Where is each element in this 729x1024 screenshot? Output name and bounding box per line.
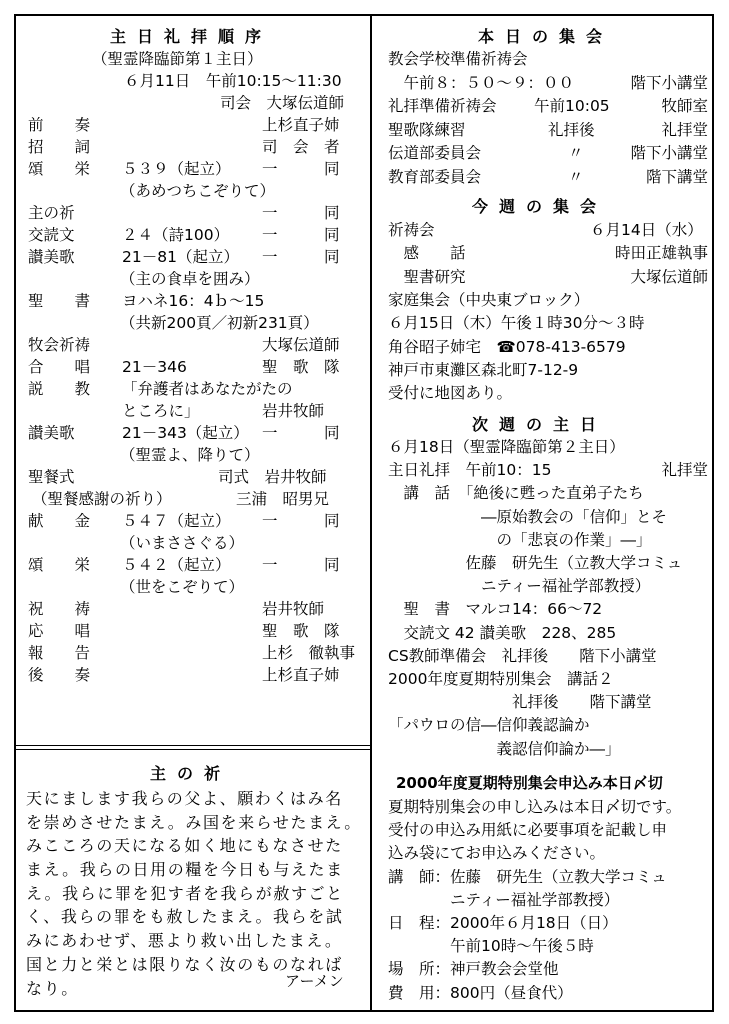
today-row-time: 〃 [568,167,584,186]
order-item-name: 報 告 [28,644,91,662]
week-row-label: 角谷昭子姉宅 ☎078-413-6579 [388,337,626,356]
special-title: 2000年度夏期特別集会申込み本日〆切 [396,774,663,792]
order-item-detail: 21－343（起立） [122,424,249,442]
week-row-label: ６月15日（木）午後１時30分～３時 [388,314,645,333]
prayer-line: 国と力と栄とは限りなく汝のものなれば [26,954,343,974]
order-item-detail: （世をこぞりて） [120,578,245,596]
order-presider: 司会 大塚伝道師 [220,94,345,112]
special-row-text: 場 所：神戸教会会堂他 [388,960,559,979]
next-row-label: ６月18日（聖霊降臨節第２主日） [388,438,625,456]
prayer-line: まえ。我らの日用の糧を今日も与えたま [26,860,344,880]
order-item-detail: 21－346 [122,358,187,376]
today-row [0,72,729,94]
next-row [0,622,729,644]
order-item-detail: ところに」 [122,402,200,420]
order-item-person: 岩井牧師 [262,402,325,420]
special-row-text: 講 師：佐藤 研先生（立教大学コミュ [388,867,667,886]
week-row-detail: 時田正雄執事 [615,244,709,263]
order-item-detail: （共新200頁／初新231頁） [120,314,319,332]
next-row-label: 2000年度夏期特別集会 講話２ [388,670,614,688]
order-item-person: 一 同 [262,160,340,178]
order-item-person: 聖 歌 隊 [262,358,340,376]
order-item-detail: （主の食卓を囲み） [120,270,260,288]
order-item-person: 一 同 [262,248,340,266]
special-row-text: 込み袋にてお申込みください。 [388,844,606,863]
order-item-detail: ヨハネ16：4ｂ～15 [122,292,265,310]
order-item-name: 聖 書 [28,292,91,310]
order-item-person: 聖 歌 隊 [262,622,340,640]
today-row [0,48,729,70]
order-item-detail: ５４２（起立） [122,556,231,574]
lords-prayer-title: 主の祈 [150,764,232,783]
order-item-person: 岩井牧師 [262,600,325,618]
prayer-line: みこころの天になる如く地にもなさせた [26,836,343,856]
next-row-label: 義認信仰論か―」 [388,739,621,758]
next-row [0,691,729,713]
today-row-place: 階下講堂 [646,167,709,186]
prayer-line: え。我らに罪を犯す者を我らが赦すごと [26,883,344,903]
next-title: 次週の主日 [472,415,608,434]
week-row [0,242,729,264]
today-row-label: 礼拝準備祈祷会 [388,97,497,115]
special-row [0,889,729,911]
order-item-person: 大塚伝道師 [262,336,340,354]
today-row-time: 礼拝後 [548,120,595,139]
next-row [0,482,729,504]
week-row-label: 聖書研究 [388,267,466,286]
special-row-text: 夏期特別集会の申し込みは本日〆切です。 [388,798,682,816]
order-item-name: 祝 祷 [28,600,91,618]
order-item-name: 主の祈 [28,204,75,222]
today-row-place: 牧師室 [661,97,709,115]
order-item-person: 一 同 [262,424,340,442]
today-row-label: 聖歌隊練習 [388,120,466,139]
week-row-detail: 大塚伝道師 [630,267,709,286]
next-row-label: 主日礼拝 午前10：15 [388,461,552,480]
next-row-label: 「パウロの信―信仰義認論か [388,716,590,735]
order-item-name: 交読文 [28,226,75,244]
order-item-person: 司 会 者 [262,138,340,156]
next-row [0,714,729,736]
next-row-label: 聖 書 マルコ14：66～72 [388,600,603,619]
order-item-detail: ２４（詩100） [122,226,230,244]
week-row [0,266,729,288]
next-row [0,436,729,458]
order-item-name: 讃美歌 [28,424,75,442]
order-item-name: 頌 栄 [28,160,91,178]
order-item-person: 一 同 [262,226,340,244]
prayer-line: く、我らの罪をも赦したまえ。我らを試 [26,907,344,927]
special-row-text: ニティー福祉学部教授） [388,890,620,909]
today-title: 本日の集会 [478,27,614,46]
today-row-label: 教会学校準備祈祷会 [388,50,528,68]
today-row-place: 階下小講堂 [630,73,709,92]
order-item-name: 讃美歌 [28,248,75,266]
special-row [0,912,729,934]
next-row [0,506,729,528]
next-row [0,552,729,574]
special-row [0,796,729,818]
order-item-detail: （いまささぐる） [120,534,245,552]
week-row [0,336,729,358]
today-row [0,142,729,164]
next-row-detail: 礼拝堂 [661,461,709,480]
order-item-name: 牧会祈祷 [28,336,91,354]
order-item-name: 招 詞 [28,138,91,156]
next-row [0,668,729,690]
order-item-name: （聖餐感謝の祈り） [32,490,172,508]
order-item-detail: 「弁護者はあなたがたの [122,380,293,398]
order-item-name: 聖餐式 [28,468,75,486]
order-item-person: 司式 岩井牧師 [218,468,327,486]
order-subtitle: （聖霊降臨節第１主日） [92,50,263,68]
today-row-time: 午前10:05 [534,97,610,115]
next-row-label: 佐藤 研先生（立教大学コミュ [388,554,683,572]
today-row [0,166,729,188]
prayer-line: みにあわせず、悪より救い出したまえ。 [26,931,343,951]
special-row-text: 午前10時～午後５時 [388,937,594,956]
special-row [0,842,729,864]
week-row [0,289,729,311]
order-item-person: 上杉直子姉 [262,666,340,684]
order-item-person: 上杉 徹執事 [262,644,356,662]
week-row-label: 神戸市東灘区森北町7-12-9 [388,360,579,379]
order-item-detail: ５４７（起立） [122,512,231,530]
next-row [0,598,729,620]
special-row-text: 受付の申込み用紙に必要事項を記載し申 [388,821,668,840]
next-row [0,459,729,481]
today-row-time: 〃 [568,144,584,162]
today-row-label: 午前８：５０～９：００ [388,73,575,92]
week-title: 今週の集会 [472,197,608,216]
week-row [0,219,729,241]
order-datetime: ６月11日 午前10:15～11:30 [124,72,342,90]
special-row [0,866,729,888]
today-row [0,119,729,141]
order-item-person: 上杉直子姉 [262,116,340,134]
today-row-place: 礼拝堂 [661,120,709,139]
special-row [0,935,729,957]
order-item-name: 応 唱 [28,622,91,640]
week-row [0,312,729,334]
order-item-detail: （あめつちこぞりて） [120,182,276,200]
next-row-label: 交読文 42 讃美歌 228、285 [388,623,617,642]
prayer-line: 天にまします我らの父よ、願わくはみ名 [26,789,343,808]
next-row [0,645,729,667]
order-item-detail: ５３９（起立） [122,160,231,178]
order-item-person: 一 同 [262,556,340,574]
week-row [0,382,729,404]
today-row-label: 伝道部委員会 [388,144,482,162]
prayer-line: を崇めさせたまえ。み国を来らせたまえ。 [26,812,362,832]
week-row-label: 祈祷会 [388,221,435,239]
special-row-text: 費 用：800円（昼食代） [388,983,573,1002]
order-item-name: 合 唱 [28,358,91,376]
week-row-detail: ６月14日（水） [590,221,703,239]
order-item-name: 前 奏 [28,116,91,134]
order-item-name: 献 金 [28,512,91,530]
today-row-place: 階下小講堂 [630,144,709,162]
next-row-label: 礼拝後 階下講堂 [388,693,652,712]
week-row-label: 受付に地図あり。 [388,384,513,403]
next-row [0,738,729,760]
order-item-name: 後 奏 [28,666,91,684]
next-row-label: の「悲哀の作業」―」 [388,530,652,549]
order-item-detail: 21－81（起立） [122,248,239,266]
special-row [0,958,729,980]
order-item-detail: （聖霊よ、降りて） [120,446,260,464]
today-row [0,95,729,117]
next-row-label: CS教師準備会 礼拝後 階下小講堂 [388,646,657,665]
next-row-label: ニティー福祉学部教授） [388,577,651,596]
next-row-label: 講 話 「絶後に甦った直弟子たち [388,484,644,503]
next-row [0,529,729,551]
order-item-person: 一 同 [262,204,340,222]
order-item-name: 説 教 [28,380,91,398]
special-row-text: 日 程：2000年６月18日（日） [388,914,618,932]
prayer-line: なり。 [26,978,79,998]
next-row [0,575,729,597]
special-row [0,982,729,1004]
order-title: 主日礼拝順序 [110,27,273,46]
today-row-label: 教育部委員会 [388,167,482,186]
next-row-label: ―原始教会の「信仰」とそ [388,507,668,526]
week-row [0,359,729,381]
order-item-name: 頌 栄 [28,556,91,574]
week-row-label: 感 話 [388,244,466,263]
special-row [0,819,729,841]
week-row-label: 家庭集会（中央東ブロック） [388,290,590,309]
order-item-person: 一 同 [262,512,340,530]
amen-text: アーメン [285,972,344,990]
order-item-person: 三浦 昭男兄 [236,490,330,508]
